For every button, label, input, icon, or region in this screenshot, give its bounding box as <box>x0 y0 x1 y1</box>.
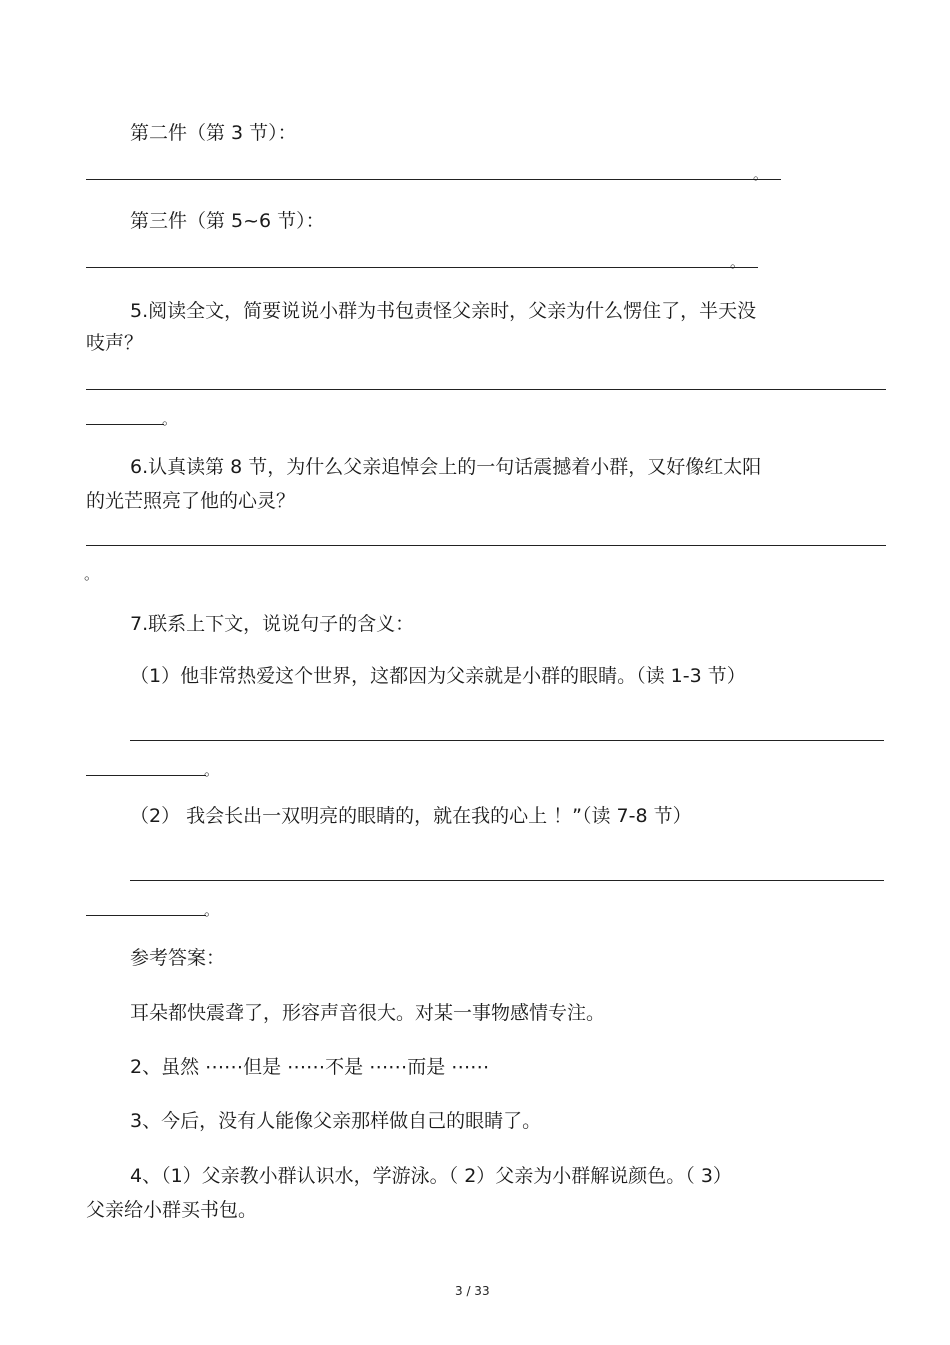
answer-4-line2: 父亲给小群买书包。 <box>86 1199 258 1221</box>
q5-period: 。 <box>162 410 178 428</box>
q4-item2-period: 。 <box>753 165 769 183</box>
q5-answer-line2 <box>86 424 164 425</box>
answer-3: 3、今后，没有人能像父亲那样做自己的眼睛了。 <box>130 1110 542 1132</box>
q4-item2-answer-line <box>86 179 781 180</box>
answer-1: 耳朵都快震聋了，形容声音很大。对某一事物感情专注。 <box>130 1002 606 1024</box>
page-number: 3 / 33 <box>455 1284 490 1298</box>
q7-1-text: （1）他非常热爱这个世界，这都因为父亲就是小群的眼睛。（读 1-3 节） <box>130 665 746 687</box>
q4-item3-answer-line <box>86 267 758 268</box>
q7-2-text: （2） 我会长出一双明亮的眼睛的，就在我的心上 ！”（读 7-8 节） <box>130 805 692 827</box>
q7-2-answer-line1 <box>130 880 884 881</box>
answer-4-line1: 4、（1）父亲教小群认识水，学游泳。（ 2）父亲为小群解说颜色。（ 3） <box>130 1165 732 1187</box>
q7-heading: 7.联系上下文，说说句子的含义： <box>130 613 415 635</box>
answer-2: 2、虽然 ⋯⋯但是 ⋯⋯不是 ⋯⋯而是 ⋯⋯ <box>130 1056 490 1078</box>
q7-1-answer-line2 <box>86 775 206 776</box>
q6-text-line1: 6.认真读第 8 节，为什么父亲追悼会上的一句话震撼着小群，又好像红太阳 <box>130 456 762 478</box>
q7-2-period: 。 <box>204 901 220 919</box>
q7-1-answer-line1 <box>130 740 884 741</box>
answers-title: 参考答案： <box>130 947 226 969</box>
q5-text-line2: 吱声？ <box>86 332 144 354</box>
q6-text-line2: 的光芒照亮了他的心灵？ <box>86 490 296 512</box>
q6-answer-line <box>86 545 886 546</box>
q4-item3-period: 。 <box>730 253 746 271</box>
q7-2-answer-line2 <box>86 915 206 916</box>
q4-item3-label: 第三件（第 5~6 节）： <box>130 210 325 232</box>
q5-answer-line1 <box>86 389 886 390</box>
q7-1-period: 。 <box>204 761 220 779</box>
q4-item2-label: 第二件（第 3 节）： <box>130 122 297 144</box>
q6-period: 。 <box>84 565 100 583</box>
q5-text-line1: 5.阅读全文，简要说说小群为书包责怪父亲时，父亲为什么愣住了，半天没 <box>130 300 757 322</box>
